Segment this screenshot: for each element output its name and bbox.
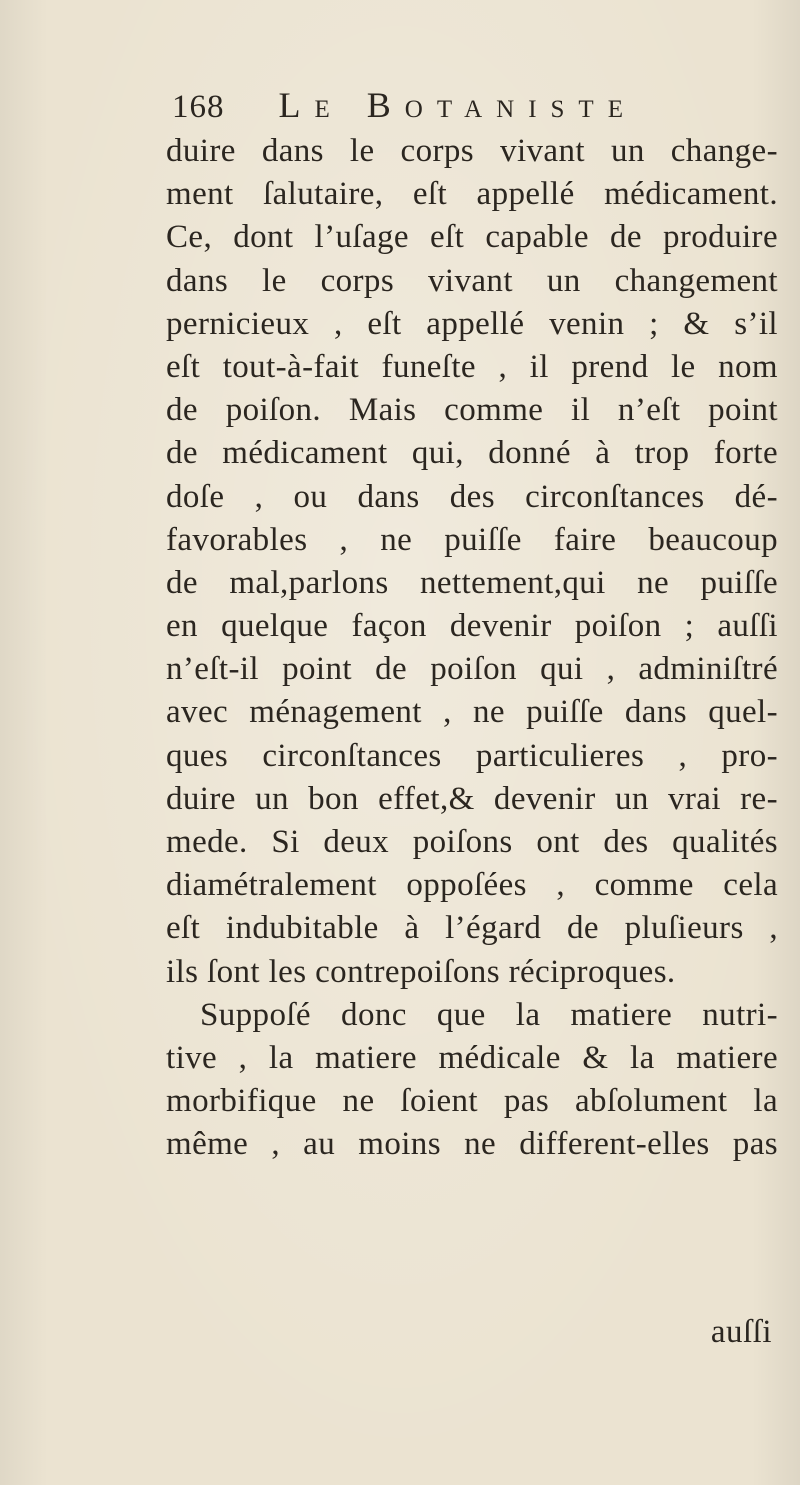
text-line: morbifique ne ſoient pas abſolument la xyxy=(166,1083,778,1120)
text-line: diamétralement oppoſées , comme cela xyxy=(166,867,778,904)
page-number: 168 xyxy=(172,89,225,125)
text-line: en quelque façon devenir poiſon ; auſſi xyxy=(166,608,778,645)
catchword: auſſi xyxy=(710,1314,772,1350)
text-line: favorables , ne puiſſe faire beaucoup xyxy=(166,521,778,558)
text-line: duire un bon effet,& devenir un vrai re- xyxy=(166,780,778,817)
text-line: n’eſt-il point de poiſon qui , adminiſtré xyxy=(166,651,778,688)
text-line: duire dans le corps vivant un change- xyxy=(166,133,778,169)
text-line: Ce, dont l’uſage eſt capable de produire xyxy=(166,219,778,256)
text-line: de poiſon. Mais comme il n’eſt point xyxy=(166,392,778,429)
text-line: eſt indubitable à l’égard de pluſieurs , xyxy=(166,910,778,947)
text-line: doſe , ou dans des circonſtances dé- xyxy=(166,478,778,515)
text-line: Suppoſé donc que la matiere nutri- xyxy=(200,996,778,1033)
text-line: dans le corps vivant un changement xyxy=(166,262,778,299)
text-line: mede. Si deux poiſons ont des qualités xyxy=(166,824,778,860)
text-line: même , au moins ne different-elles pas xyxy=(166,1126,778,1163)
text-line: ils ſont les contrepoiſons réciproques. xyxy=(166,953,676,990)
text-line: ment ſalutaire, eſt appellé médicament. xyxy=(166,176,778,213)
text-line: de médicament qui, donné à trop forte xyxy=(166,435,778,472)
running-head xyxy=(172,84,760,124)
text-line: tive , la matiere médicale & la matiere xyxy=(166,1039,778,1076)
body-text xyxy=(166,130,778,1167)
text-line: eſt tout-à-fait funeſte , il prend le nom xyxy=(166,348,778,385)
text-line: de mal,parlons nettement,qui ne puiſſe xyxy=(166,564,778,601)
text-line: pernicieux , eſt appellé venin ; & s’il xyxy=(166,305,778,342)
text-line: ques circonſtances particulieres , pro- xyxy=(166,737,778,774)
running-title: Le Botaniste xyxy=(278,85,637,125)
text-line: avec ménagement , ne puiſſe dans quel- xyxy=(166,694,778,731)
